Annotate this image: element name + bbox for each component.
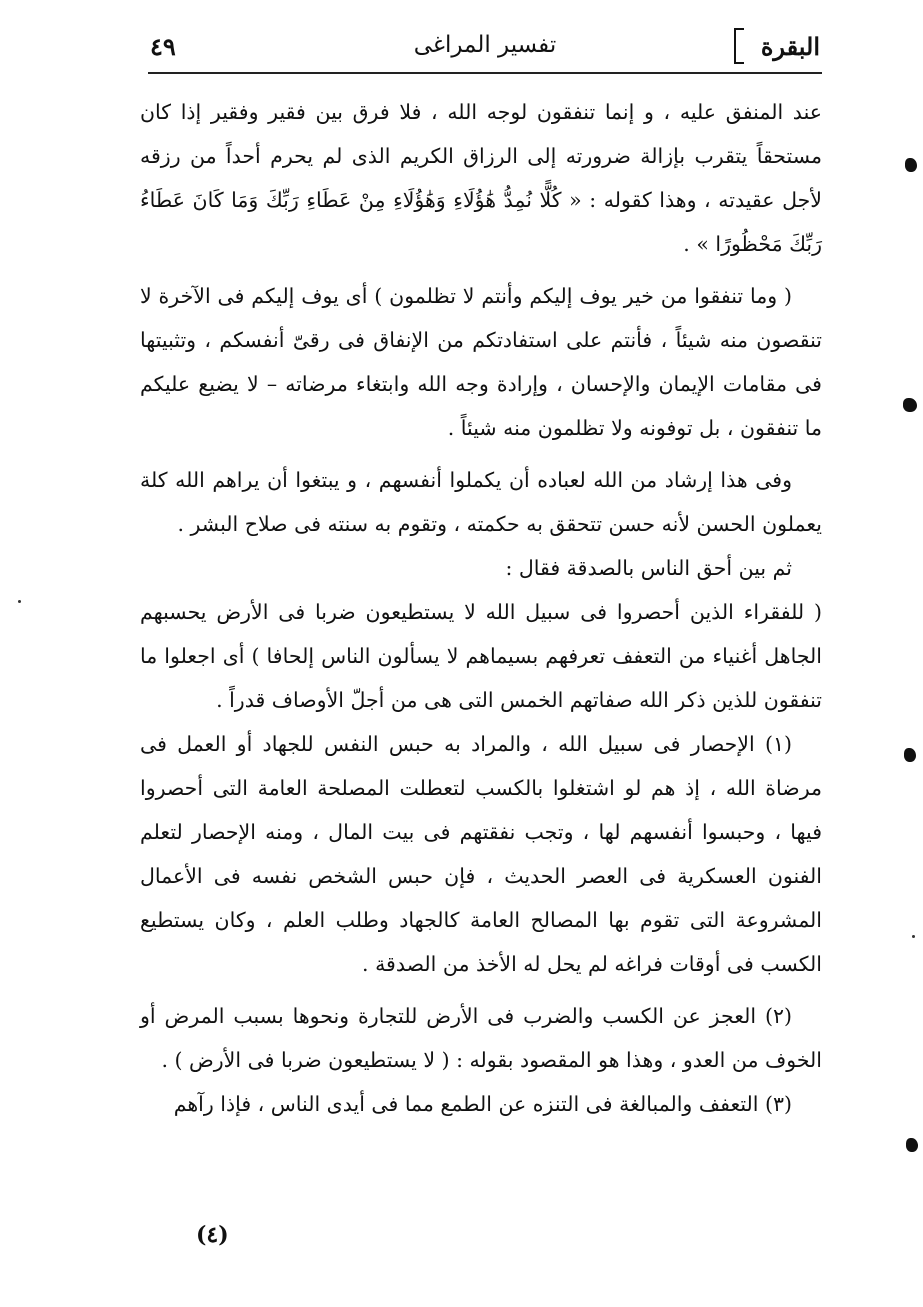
scan-blot xyxy=(904,748,916,762)
page-number: ٤٩ xyxy=(150,32,176,61)
scan-speck xyxy=(18,600,21,603)
paragraph-2: ( وما تنفقوا من خير يوف إليكم وأنتم لا تظلمون ) أى يوف إليكم فى الآخرة لا تنقصون منه شيئاً ، فأنتم على استفادتكم من الإنفاق فى رقىّ أنفسكم ، وتثبيتها فى مقامات الإيمان والإحسان ، وإرادة وجه الله وابتغاء مرضاته – لا يضيع عليكم ما تنفقون ، بل توفونه ولا تظلمون منه شيئاً . xyxy=(140,284,822,440)
scan-blot xyxy=(905,158,917,172)
paragraph-1: عند المنفق عليه ، و إنما تنفقون لوجه الله ، فلا فرق بين فقير وفقير إذا كان مستحقاً يتقرب بإزالة ضرورته إلى الرزاق الكريم الذى لم يحرم أحداً من رزقه لأجل عقيدته ، وهذا كقوله : « كُلًّا نُمِدُّ هَٰؤُلَاءِ وَهَٰؤُلَاءِ مِنْ عَطَاءِ رَبِّكَ وَمَا كَانَ عَطَاءُ رَبِّكَ مَحْظُورًا » . xyxy=(140,100,822,256)
page-body xyxy=(140,90,822,1126)
surah-name: البقرة xyxy=(760,32,820,61)
paragraph-3: وفى هذا إرشاد من الله لعباده أن يكملوا أنفسهم ، و يبتغوا أن يراهم الله كلة يعملون الحسن لأنه حسن تتحقق به حكمته ، وتقوم به سنته فى صلاح البشر . xyxy=(140,468,822,536)
book-title: تفسير المراغى xyxy=(413,32,557,58)
paragraph-4: ثم بين أحق الناس بالصدقة فقال : xyxy=(505,556,792,580)
paragraph-5: ( للفقراء الذين أحصروا فى سبيل الله لا يستطيعون ضربا فى الأرض يحسبهم الجاهل أغنياء من التعفف تعرفهم بسيماهم لا يسألون الناس إلحافا ) أى اجعلوا ما تنفقون للذين ذكر الله صفاتهم الخمس التى هى من أجلّ الأوصاف قدراً . xyxy=(140,600,822,712)
scan-speck xyxy=(912,935,915,938)
page-header xyxy=(150,28,820,68)
paragraph-6: (١) الإحصار فى سبيل الله ، والمراد به حبس النفس للجهاد أو العمل فى مرضاة الله ، إذ هم لو اشتغلوا بالكسب لتعطلت المصلحة العامة التى أحصروا فيها ، وحبسوا أنفسهم لها ، وتجب نفقتهم فى بيت المال ، ومنه الإحصار لتعلم الفنون العسكرية فى العصر الحديث ، فإن حبس الشخص نفسه فى الأعمال المشروعة التى تقوم بها المصالح العامة كالجهاد وطلب العلم ، وكان يستطيع الكسب فى أوقات فراغه لم يحل له الأخذ من الصدقة . xyxy=(140,732,822,976)
header-rule xyxy=(148,72,822,74)
paragraph-7: (٢) العجز عن الكسب والضرب فى الأرض للتجارة ونحوها بسبب المرض أو الخوف من العدو ، وهذا هو المقصود بقوله : ( لا يستطيعون ضربا فى الأرض ) . xyxy=(140,1004,822,1072)
signature-mark: (٤) xyxy=(196,1222,229,1248)
scan-blot xyxy=(906,1138,918,1152)
paragraph-8: (٣) التعفف والمبالغة فى التنزه عن الطمع مما فى أيدى الناس ، فإذا رآهم xyxy=(173,1092,792,1116)
scan-blot xyxy=(903,398,917,412)
